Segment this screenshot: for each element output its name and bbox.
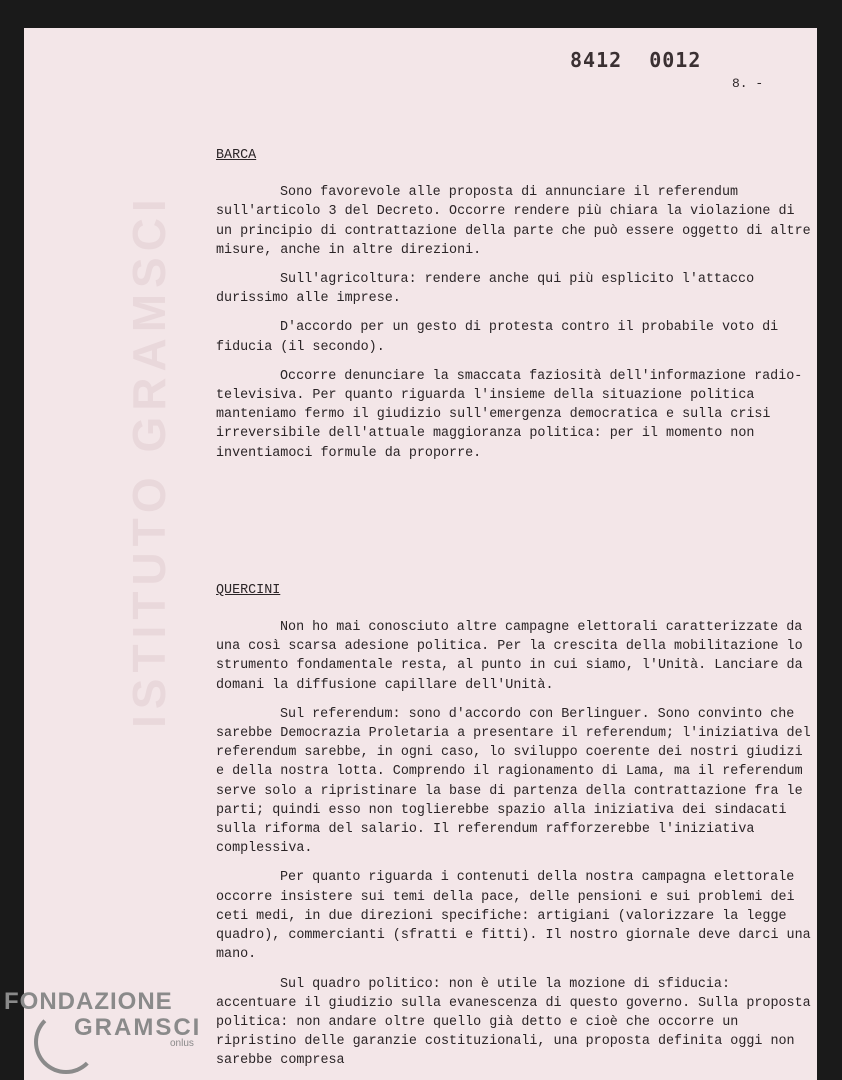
paragraph: Sull'agricoltura: rendere anche qui più esplicito l'attacco durissimo alle imprese. [216, 272, 755, 307]
speech-section-barca [216, 146, 816, 463]
speech-section-quercini [216, 581, 816, 1071]
watermark-text: ISTITUTO GRAMSCI [123, 193, 175, 728]
document-page [24, 28, 817, 1080]
paragraph: Sono favorevole alle proposta di annunciare il referendum sull'articolo 3 del Decreto. Occorre rendere più chiara la violazione di un principio di contrattazione della parte che può essere oggetto di altre misure, anche in altre direzioni. [216, 185, 811, 258]
page-number: 8. - [732, 76, 764, 91]
logo-line-2: GRAMSCI [74, 1014, 202, 1041]
paragraph: Non ho mai conosciuto altre campagne elettorali caratterizzate da una così scarsa adesione politica. Per la crescita della mobilitazione lo strumento fondamentale resta, al punto in cui siamo, l'Unità. Lanciare da domani la diffusione capillare dell'Unità. [216, 620, 803, 693]
speaker-name: BARCA [216, 148, 257, 163]
logo-ring-icon [34, 1010, 98, 1074]
section-spacer [216, 473, 816, 581]
paragraph: Per quanto riguarda i contenuti della nostra campagna elettorale occorre insistere sui temi della pace, delle pensioni e sui problemi dei ceti medi, in due direzioni specifiche: artigiani (valorizzare la legge quadro), commercianti (sfratti e fitti). Il nostro giornale deve darci una mano. [216, 870, 811, 963]
archive-code: 8412 0012 [570, 48, 702, 72]
document-body [216, 146, 816, 1080]
logo-line-3: onlus [170, 1038, 194, 1049]
paragraph: Occorre denunciare la smaccata faziosità dell'informazione radio-televisiva. Per quanto riguarda l'insieme della situazione politica manteniamo fermo il giudizio sull'emergenza democratica e sulla crisi irreversibile dell'attuale maggioranza politica: per il momento non inventiamoci formule da proporre. [216, 368, 803, 461]
fondazione-gramsci-logo [4, 988, 214, 1068]
logo-line-1: FONDAZIONE [4, 988, 173, 1015]
paragraph: D'accordo per un gesto di protesta contro il probabile voto di fiducia (il secondo). [216, 320, 779, 355]
speaker-name: QUERCINI [216, 582, 281, 598]
paragraph: Sul quadro politico: non è utile la mozione di sfiducia: accentuare il giudizio sulla evanescenza di questo governo. Sulla proposta politica: non andare oltre quello già detto e cioè che occorre un ripristino delle garanzie costituzionali, una proposta definita oggi non sarebbe compresa [216, 976, 811, 1069]
paragraph: Sul referendum: sono d'accordo con Berlinguer. Sono convinto che sarebbe Democrazia Proletaria a presentare il referendum; l'iniziativa del referendum sarebbe, in ogni caso, lo sviluppo coerente dei nostri giudizi e della nostra lotta. Comprendo il ragionamento di Lama, ma il referendum serve solo a ripristinare la base di partenza della contrattazione fra le parti; quindi esso non toglierebbe spazio alla iniziativa dei sindacati sulla riforma del salario. Il referendum rafforzerebbe l'iniziativa complessiva. [216, 706, 811, 857]
